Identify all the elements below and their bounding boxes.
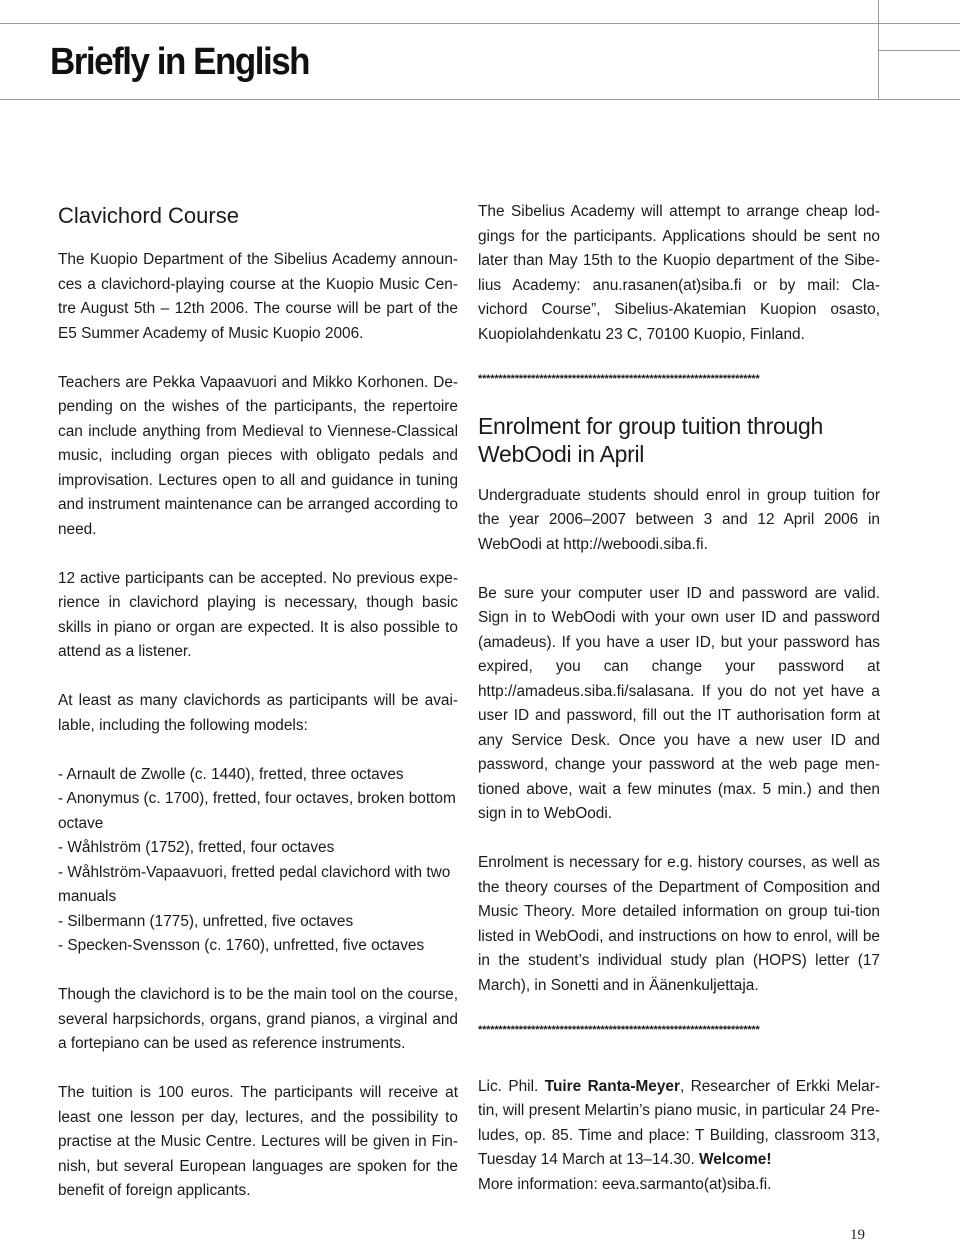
course-participants: 12 active participants can be accepted. No previous expe-rience in clavichord playing is necessary, though basic skills in piano or organ are expected. It is also possible to attend as a listener. — [58, 569, 458, 660]
lecture-prefix: Lic. Phil. — [478, 1077, 545, 1095]
course-teachers: Teachers are Pekka Vapaavuori and Mikko Korhonen. De-pending on the wishes of the participants, the repertoire can include anything from Medieval to Viennese-Classical music, including organ pieces with obligato pedals and improvisation. Lectures open to all and guidance in tuning and instrument maintenance can be arranged according to need. — [58, 373, 458, 538]
enrolment-paragraph-1: Undergraduate students should enrol in group tuition for the year 2006–2007 between 3 and 12 April 2006 in WebOodi at http://weboodi.siba.fi. — [478, 486, 880, 553]
lecture-welcome: Welcome! — [699, 1151, 772, 1168]
enrolment-paragraph-2: Be sure your computer user ID and password are valid. Sign in to WebOodi with your own user ID and password (amadeus). If you have a user ID, but your password has expired, you can change your password at http://amadeus.siba.fi/salasana. If you do not yet have a user ID and password, fill out the IT authorisation form at any Service Desk. Once you have a new user ID and password, change your password at the web page men-tioned above, wait a few minutes (max. 5 min.) and then sign in to WebOodi. — [478, 584, 880, 822]
separator: ********************************************************************* — [478, 372, 760, 385]
top-rule — [0, 23, 960, 24]
separator-2: ********************************************************************* — [478, 1023, 760, 1036]
course-heading: Clavichord Course — [58, 203, 239, 228]
list-item: - Wåhlström-Vapaavuori, fretted pedal clavichord with two manuals — [58, 863, 451, 905]
right-column — [478, 200, 880, 1197]
lodgings-info: The Sibelius Academy will attempt to arrange cheap lod-gings for the participants. Applications should be sent no later than May 15th to the Kuopio department of the Sibe-lius Academy: anu.rasanen(at)siba.fi or by mail: Cla-vichord Course”, Sibelius-Akatemian Kuopion osasto, Kuopiolahdenkatu 23 C, 70100 Kuopio, Finland. — [478, 203, 880, 343]
list-item: - Specken-Svensson (c. 1760), unfretted, five octaves — [58, 937, 425, 954]
corner-rule-mid — [878, 50, 960, 51]
more-info: More information: eeva.sarmanto(at)siba.fi. — [478, 1175, 772, 1193]
list-item: - Arnault de Zwolle (c. 1440), fretted, three octaves — [58, 765, 404, 783]
lecture-text: , Researcher of Erkki Melar-tin, will present Melartin’s piano music, in particular 24 Pre-ludes, op. 85. Time and place: T Building, classroom 313, Tuesday 14 March at 13–14.30. — [478, 1077, 880, 1168]
list-item: - Wåhlström (1752), fretted, four octaves — [58, 839, 335, 856]
course-intro: The Kuopio Department of the Sibelius Academy announ-ces a clavichord-playing course at the Kuopio Music Cen-tre August 5th – 12th 2006. The course will be part of the E5 Summer Academy of Music Kuopio 2006. — [58, 251, 458, 342]
list-item: - Anonymus (c. 1700), fretted, four octaves, broken bottom octave — [58, 790, 456, 832]
lecturer-name: Tuire Ranta-Meyer — [544, 1077, 680, 1095]
page-number: 19 — [850, 1227, 865, 1243]
header-rule — [0, 99, 960, 100]
reference-instruments: Though the clavichord is to be the main tool on the course, several harpsichords, organs, grand pianos, a virginal and a fortepiano can be used as reference instruments. — [58, 986, 458, 1052]
lecture-announcement — [478, 1075, 880, 1173]
tuition-info: The tuition is 100 euros. The participants will receive at least one lesson per day, lectures, and the possibility to practise at the Music Centre. Lectures will be given in Fin-nish, but several European languages are spoken for the benefit of foreign applicants. — [58, 1084, 458, 1199]
enrolment-heading: Enrolment for group tuition through WebOodi in April — [478, 412, 823, 467]
list-item: - Silbermann (1775), unfretted, five octaves — [58, 912, 354, 930]
page-title: Briefly in English — [50, 41, 310, 83]
enrolment-paragraph-3: Enrolment is necessary for e.g. history courses, as well as the theory courses of the Department of Composition and Music Theory. More detailed information on group tui-tion listed in WebOodi, and instructions on how to enrol, will be in the student’s individual study plan (HOPS) letter (17 March), in Sonetti and in Äänenkuljettaja. — [478, 854, 880, 994]
instrument-list — [58, 763, 458, 959]
left-column — [58, 200, 458, 1204]
instruments-intro: At least as many clavichords as participants will be avai-lable, including the following models: — [58, 692, 458, 734]
